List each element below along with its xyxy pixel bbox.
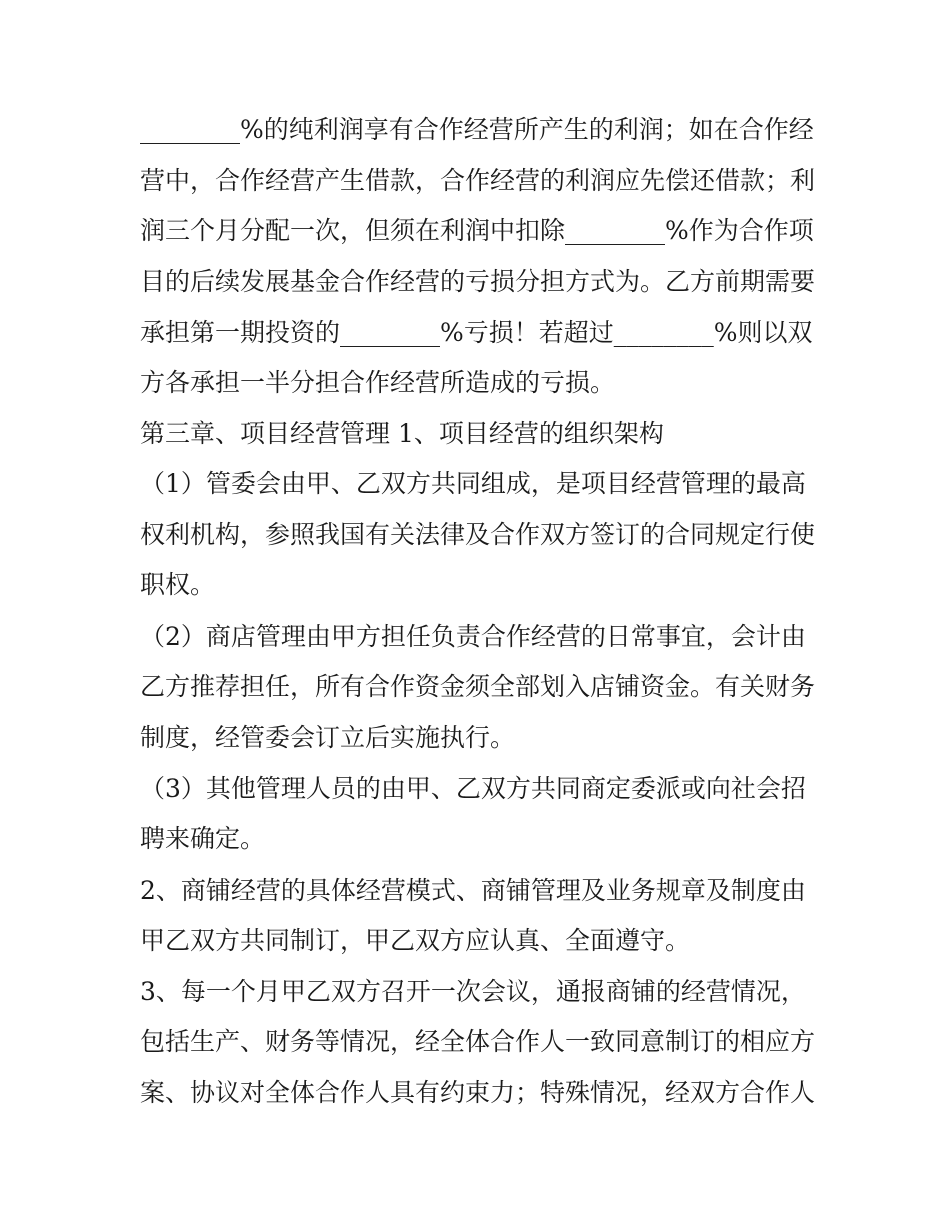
text-line: 3、每一个月甲乙双方召开一次会议，通报商铺的经营情况， xyxy=(140,977,806,1006)
text-line: 案、协议对全体合作人具有约束力；特殊情况，经双方合作人 xyxy=(140,1078,816,1107)
text-line: 制度，经管委会订立后实施执行。 xyxy=(140,723,516,752)
text-line: 甲乙双方共同制订，甲乙双方应认真、全面遵守。 xyxy=(140,926,691,955)
text-line: 营中，合作经营产生借款，合作经营的利润应先偿还借款；利 xyxy=(140,166,816,195)
text-line: 聘来确定。 xyxy=(140,824,266,853)
text-line: 职权。 xyxy=(140,570,216,599)
text-line: 2、商铺经营的具体经营模式、商铺管理及业务规章及制度由 xyxy=(140,876,806,905)
text-line: 润三个月分配一次，但须在利润中扣除________%作为合作项 xyxy=(140,216,814,245)
text-line: 目的后续发展基金合作经营的亏损分担方式为。乙方前期需要 xyxy=(140,267,816,296)
text-line: 方各承担一半分担合作经营所造成的亏损。 xyxy=(140,368,616,397)
text-line: 权利机构，参照我国有关法律及合作双方签订的合同规定行使 xyxy=(140,520,816,549)
text-line: ________%的纯利润享有合作经营所产生的利润；如在合作经 xyxy=(140,115,814,144)
text-line: （3）其他管理人员的由甲、乙双方共同商定委派或向社会招 xyxy=(140,774,806,803)
section-heading: 第三章、项目经营管理 1、项目经营的组织架构 xyxy=(140,419,664,448)
text-line: 包括生产、财务等情况，经全体合作人一致同意制订的相应方 xyxy=(140,1027,816,1056)
text-line: （2）商店管理由甲方担任负责合作经营的日常事宜，会计由 xyxy=(140,622,806,651)
text-line: （1）管委会由甲、乙双方共同组成，是项目经营管理的最高 xyxy=(140,469,806,498)
text-line: 承担第一期投资的________%亏损！若超过________%则以双 xyxy=(140,318,813,347)
text-line: 乙方推荐担任，所有合作资金须全部划入店铺资金。有关财务 xyxy=(140,672,816,701)
